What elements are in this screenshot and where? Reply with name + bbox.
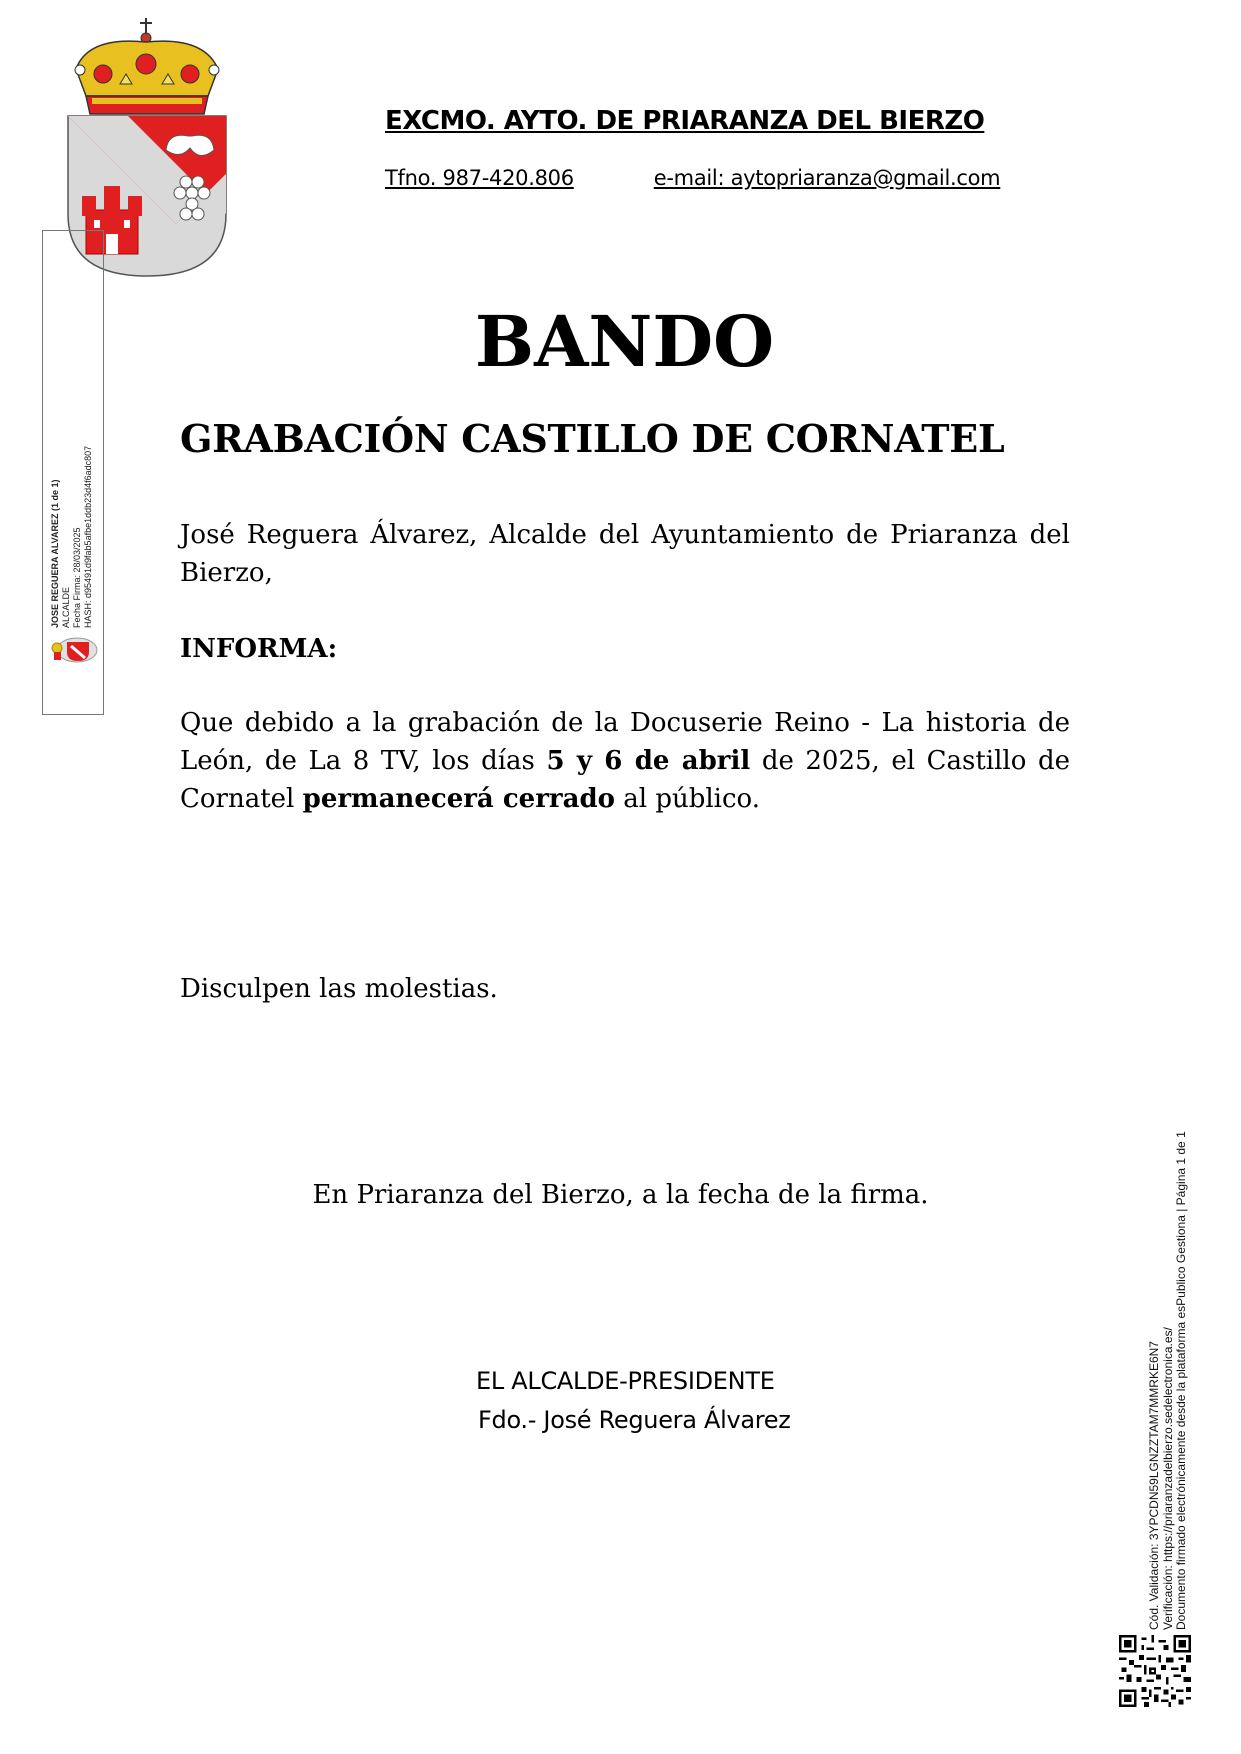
notice-text-1: Que debido a la grabación de la Docuserie Reino - La historia de León, de La 8 TV, los días <box>180 708 1070 776</box>
stamp-position: ALCALDE <box>61 586 71 628</box>
signer-role: EL ALCALDE-PRESIDENTE <box>476 1367 775 1395</box>
verification-url[interactable]: Verificación: https://priaranzadelbierzo.sedelectronica.es/ <box>1160 1327 1175 1630</box>
intro-paragraph: José Reguera Álvarez, Alcalde del Ayuntamiento de Priaranza del Bierzo, <box>180 520 1070 588</box>
phone-number: Tfno. 987-420.806 <box>385 166 574 190</box>
notice-dates: 5 y 6 de abril <box>546 746 751 776</box>
verification-text <box>1148 1110 1189 1630</box>
qr-code-icon[interactable] <box>1119 1635 1191 1707</box>
notice-paragraph <box>180 704 1070 818</box>
email-address: e-mail: aytopriaranza@gmail.com <box>653 166 1001 190</box>
signature-stamp-text <box>50 328 94 628</box>
stamp-signer: JOSE REGUERA ALVAREZ (1 de 1) <box>50 479 60 628</box>
place-date-line: En Priaranza del Bierzo, a la fecha de la firma. <box>312 1180 929 1210</box>
stamp-hash: HASH: d95491d9fab5afbe1ddb23d4f6adc807 <box>83 445 93 628</box>
notice-text-3: al público. <box>614 784 761 814</box>
crown-icon <box>75 18 219 114</box>
stamp-crest-icon <box>49 634 99 664</box>
validation-code: Cód. Validación: 3YPCDN59LGNZZTAM7MMRKE6N7 <box>1146 1341 1161 1630</box>
organization-name: EXCMO. AYTO. DE PRIARANZA DEL BIERZO <box>385 106 985 136</box>
informa-label: INFORMA: <box>180 634 338 664</box>
contact-line <box>385 166 1005 190</box>
subject-heading: GRABACIÓN CASTILLO DE CORNATEL <box>180 416 1005 461</box>
signer-name: Fdo.- José Reguera Álvarez <box>478 1406 791 1434</box>
document-title: BANDO <box>474 300 775 383</box>
apology-text: Disculpen las molestias. <box>180 974 498 1004</box>
stamp-date: Fecha Firma: 28/03/2025 <box>72 527 82 628</box>
platform-note: Documento firmado electrónicamente desde la plataforma esPublico Gestiona | Página 1 de 1 <box>1173 1131 1188 1630</box>
notice-closure: permanecerá cerrado <box>302 784 615 814</box>
notice-text-2: de 2025, el Castillo de Cornatel <box>180 746 1070 814</box>
